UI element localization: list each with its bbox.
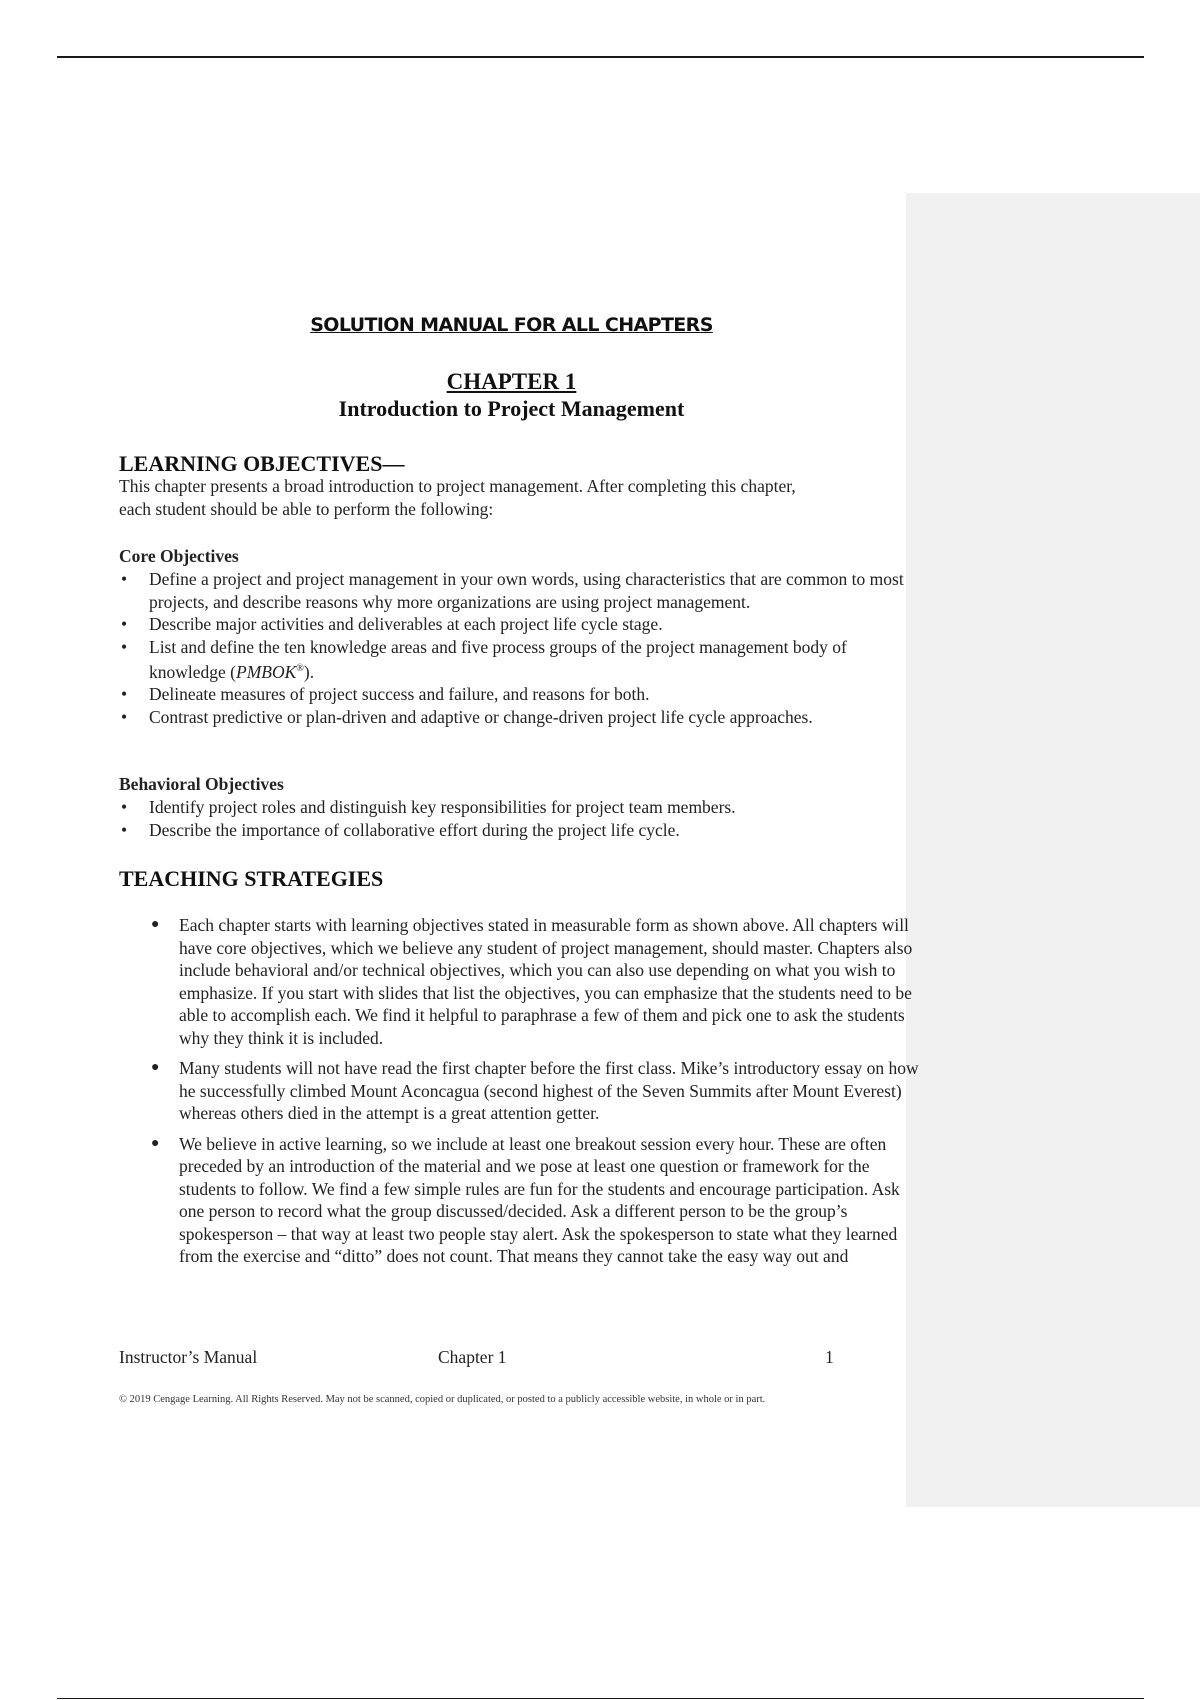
bullet-icon: • bbox=[121, 819, 128, 840]
bullet-icon: ● bbox=[151, 917, 160, 932]
bullet-icon: • bbox=[121, 636, 128, 657]
footer-chapter-label: Chapter 1 bbox=[438, 1347, 507, 1367]
bullet-icon: ● bbox=[151, 1060, 160, 1075]
core-objectives-heading: Core Objectives bbox=[119, 546, 239, 566]
comment-margin-pane bbox=[906, 193, 1200, 1507]
learning-objectives-heading: LEARNING OBJECTIVES— bbox=[119, 451, 405, 476]
banner-title: SOLUTION MANUAL FOR ALL CHAPTERS bbox=[310, 314, 713, 336]
bullet-icon: • bbox=[121, 569, 128, 589]
chapter-title: Introduction to Project Management bbox=[338, 396, 685, 421]
bottom-rule bbox=[57, 1698, 1144, 1699]
list-item: ● Each chapter starts with learning objectives stated in measurable form as shown above. All chapters will have core objectives, which we believe any student of project management, should master. Chapters also include behavioral and/or technical objectives, which you can also use depending on what you wish to emphasize. If you start with slides that list the objectives, you can emphasize that the students need to be able to accomplish each. We find it helpful to paraphrase a few of them and pick one to ask the students why they think it is included. bbox=[151, 915, 913, 1048]
bullet-icon: • bbox=[121, 684, 128, 705]
chapter-number: CHAPTER 1 bbox=[446, 369, 577, 394]
core-objectives-list bbox=[119, 568, 904, 728]
list-item: • Describe major activities and deliverables at each project life cycle stage. bbox=[121, 614, 663, 634]
list-item: • Delineate measures of project success and failure, and reasons for both. bbox=[121, 684, 650, 705]
copyright-notice: © 2019 Cengage Learning. All Rights Reserved. May not be scanned, copied or duplicated, or posted to a publicly accessible website, in whole or in part. bbox=[119, 1394, 766, 1405]
list-item: • Describe the importance of collaborative effort during the project life cycle. bbox=[121, 819, 680, 840]
list-item: • Contrast predictive or plan-driven and adaptive or change-driven project life cycle approaches. bbox=[121, 706, 813, 727]
footer-manual-label: Instructor’s Manual bbox=[119, 1347, 258, 1367]
bullet-icon: • bbox=[121, 614, 128, 634]
behavioral-objectives-list bbox=[119, 796, 904, 841]
top-rule bbox=[57, 56, 1144, 58]
learning-objectives-intro: This chapter presents a broad introduction to project management. After completing this chapter, each student should be able to perform the following: bbox=[119, 476, 796, 519]
behavioral-objectives-heading: Behavioral Objectives bbox=[119, 774, 284, 794]
teaching-strategies-heading: TEACHING STRATEGIES bbox=[119, 866, 384, 891]
registered-mark: ® bbox=[296, 663, 304, 674]
page-number: 1 bbox=[825, 1347, 834, 1367]
list-item: • Define a project and project management in your own words, using characteristics that are common to most projects, and describe reasons why more organizations are using project management. bbox=[121, 569, 904, 612]
teaching-strategies-list bbox=[149, 914, 919, 1276]
list-item: • List and define the ten knowledge areas and five process groups of the project management body of knowledge (PMBOK®). bbox=[121, 636, 847, 682]
list-item: ● We believe in active learning, so we include at least one breakout session every hour. These are often preceded by an introduction of the material and we pose at least one question or framework for the students to follow. We find a few simple rules are fun for the students and encourage participation. Ask one person to record what the group discussed/decided. Ask a different person to be the group’s spokesperson – that way at least two people stay alert. Ask the spokesperson to state what they learned from the exercise and “ditto” does not count. That means they cannot take the easy way out and bbox=[151, 1133, 900, 1266]
list-item: • Identify project roles and distinguish key responsibilities for project team members. bbox=[121, 797, 736, 817]
bullet-icon: • bbox=[121, 706, 128, 727]
page-footer bbox=[119, 1347, 839, 1371]
list-item: ● Many students will not have read the first chapter before the first class. Mike’s introductory essay on how he successfully climbed Mount Aconcagua (second highest of the Seven Summits after Mount Everest) whereas others died in the attempt is a great attention getter. bbox=[151, 1058, 919, 1123]
pmbok-term: PMBOK bbox=[236, 661, 297, 682]
bullet-icon: ● bbox=[151, 1135, 160, 1151]
bullet-icon: • bbox=[121, 797, 128, 817]
